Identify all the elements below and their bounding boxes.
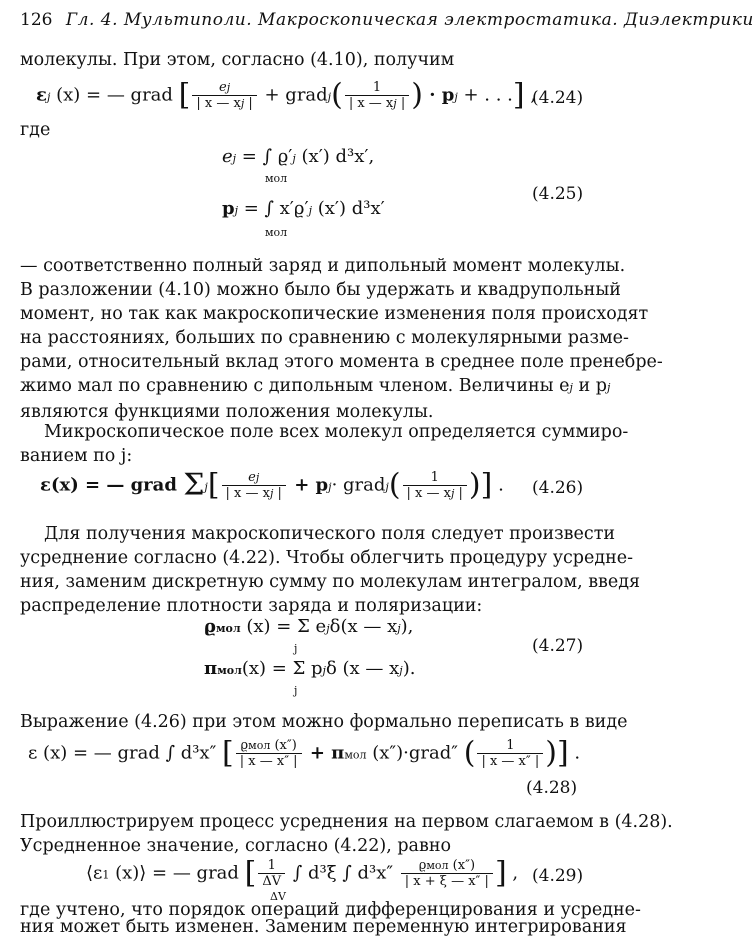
equation-4-27-line1: ϱмол (x) = Σ ejδ(x — xj),: [204, 616, 414, 637]
paragraph-intro: [20, 48, 582, 72]
paragraph-rewrite: Выражение (4.26) при этом можно формально переписать в виде: [20, 712, 628, 732]
equation-number-4-26: (4.26): [532, 478, 584, 498]
running-title: Гл. 4. Мультиполи. Макроскопическая электростатика. Диэлектрики: [65, 10, 754, 30]
integral-label-dv: ΔV: [270, 890, 286, 903]
equation-4-29: ⟨ε1 (x)⟩ = — grad [ $\frac{1}{\Delta V}$ ∫ d³ξ ∫ d³x″ $\frac{\text{ϱмол (x″)}}{| x + \xi — x'' |}$ ] ,: [86, 855, 519, 891]
equation-4-27-line2: πмол(x) = Σ pjδ (x — xj).: [204, 658, 416, 679]
equation-4-24: εj (x) = — grad [ $\frac{ej}{| x — xj |}$ + gradj( $\frac{1}{| x — xj |}$ ) · pj + . . .] ,: [36, 77, 537, 113]
equation-number-4-25: (4.25): [532, 184, 584, 204]
equation-4-25-line2: pj = ∫ x′ϱ′j (x′) d³x′: [222, 198, 385, 219]
paragraph-illustrate: Проиллюстрируем процесс усреднения на первом слагаемом в (4.28). Усредненное значение, согласно (4.22), равно: [20, 812, 673, 856]
equation-number-4-29: (4.29): [532, 866, 584, 886]
sum-index-2: j: [294, 684, 298, 697]
sum-index-1: j: [294, 642, 298, 655]
equation-4-28: ε (x) = — grad ∫ d³x″ [ $\frac{\text{ϱмол (x″)}}{| x — x'' |}$ + πмол (x″)·grad″ ( $\frac{1}{| x — x'' |}$ )] .: [28, 735, 581, 771]
where-label: где: [20, 120, 51, 140]
text-line: молекулы. При этом, согласно (4.10), получим: [20, 50, 455, 70]
equation-4-26: ε(x) = — grad Σj[ $\frac{ej}{| x — xj |}$ + pj· gradj( $\frac{1}{| x — xj |}$ )] .: [40, 467, 504, 503]
paragraph-sum: Микроскопическое поле всех молекул определяется суммиро- ванием по j:: [20, 422, 629, 466]
equation-number-4-28: (4.28): [526, 778, 578, 798]
equation-4-25-line1: ej = ∫ ϱ′j (x′) d³x′,: [222, 146, 375, 167]
page-number: 126: [20, 10, 53, 30]
integral-label-2: мол: [265, 226, 288, 239]
paragraph-dipole: — соответственно полный заряд и дипольный момент молекулы. В разложении (4.10) можно было бы удержать и квадрупольный момент, но так как макроскопические изменения поля происходят на расстояниях, больших по сравнению с молекулярными разме- рами, относительный вклад этого момента в среднее поле пренебре- жимо мал по сравнению с дипольным членом. Величины ej и pj являются функциями положения молекулы.: [20, 256, 663, 422]
equation-number-4-24: (4.24): [532, 88, 584, 108]
equation-number-4-27: (4.27): [532, 636, 584, 656]
running-header: [20, 10, 754, 30]
integral-label-1: мол: [265, 172, 288, 185]
paragraph-averaging: Для получения макроскопического поля следует произвести усреднение согласно (4.22). Чтобы облегчить процедуру усредне- ния, заменим дискретную сумму по молекулам интегралом, введя распределение плотности заряда и поляризации:: [20, 524, 641, 616]
paragraph-order: где учтено, что порядок операций дифференцирования и усредне- ния может быть изменен. Заменим переменную интегрирования: [20, 900, 641, 937]
